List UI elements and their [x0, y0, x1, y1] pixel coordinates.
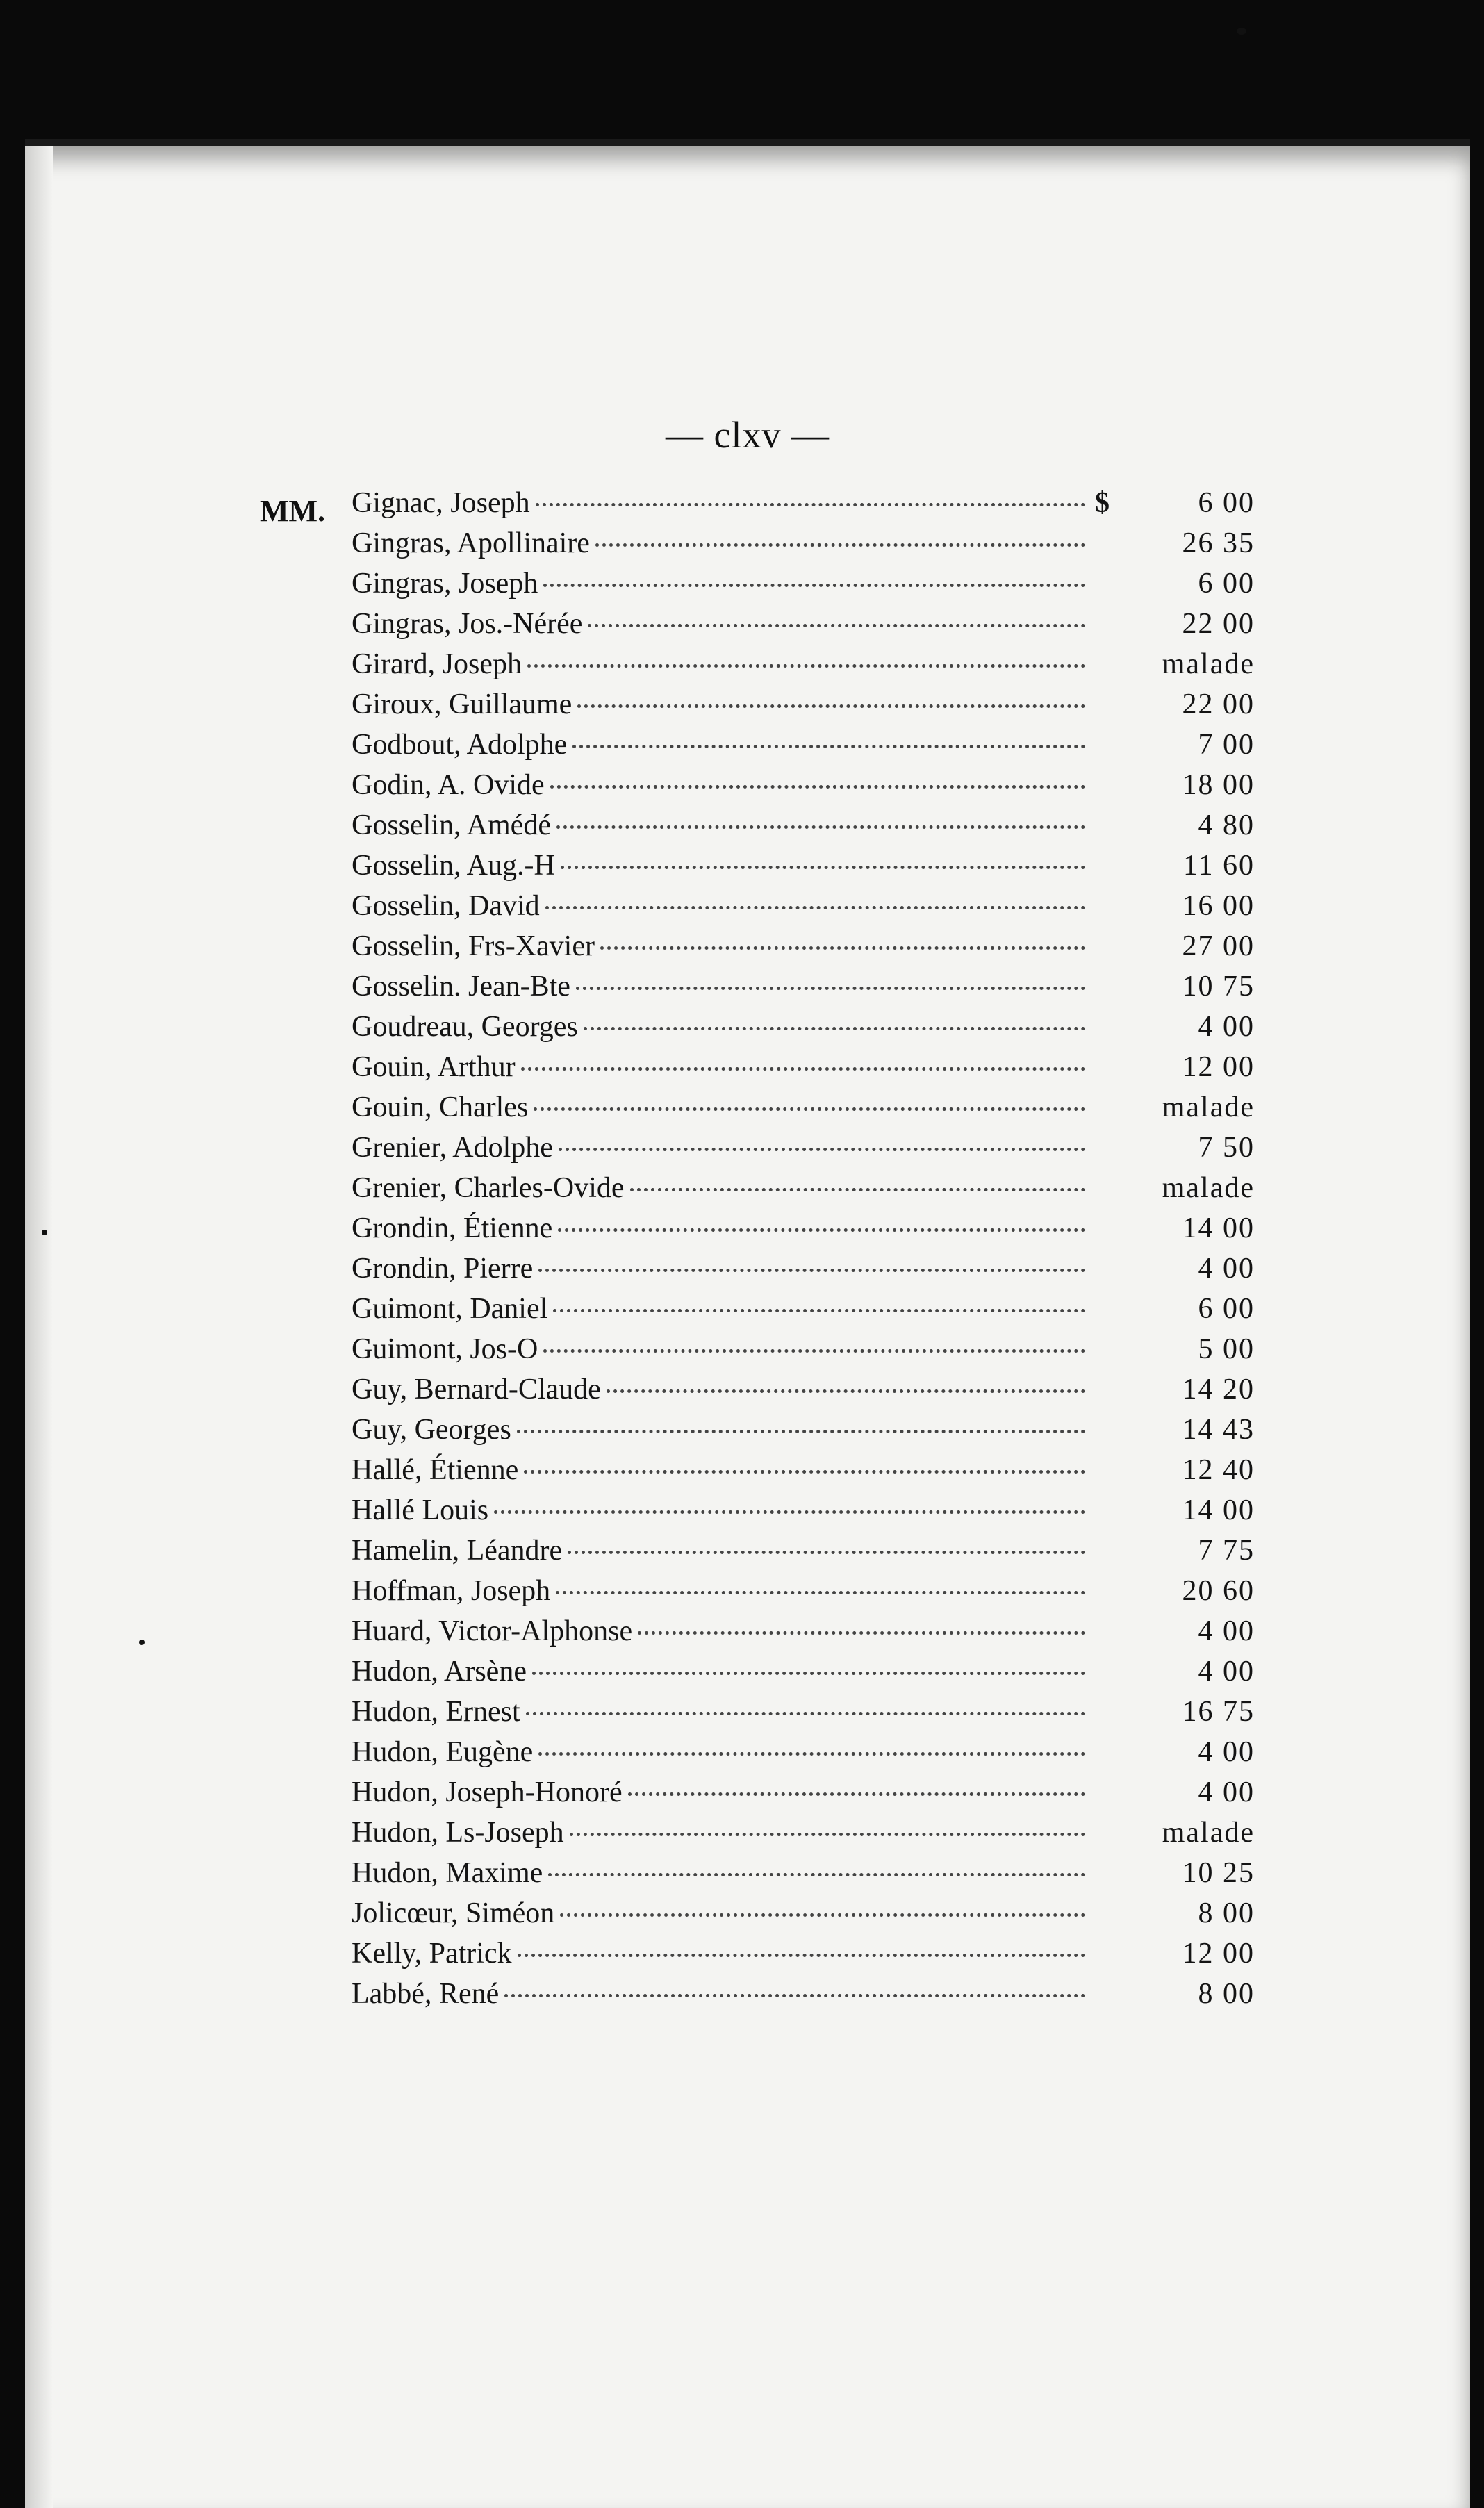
list-item	[352, 1977, 1255, 2018]
contributor-name: Gouin, Charles	[352, 1091, 529, 1123]
list-item	[352, 688, 1255, 728]
contribution-amount: 7 00	[1198, 729, 1255, 761]
contribution-amount: 12 40	[1182, 1454, 1255, 1486]
contributor-name: Hoffman, Joseph	[352, 1575, 551, 1607]
contribution-amount: 12 00	[1182, 1051, 1255, 1083]
list-item	[352, 1937, 1255, 1977]
contribution-amount: malade	[1162, 648, 1255, 680]
contribution-amount: 5 00	[1198, 1333, 1255, 1365]
dot-leader	[560, 1913, 1085, 1917]
dot-leader	[600, 946, 1085, 950]
list-item	[352, 527, 1255, 567]
list-item	[352, 849, 1255, 889]
list-item	[352, 1333, 1255, 1373]
list-item	[352, 1695, 1255, 1735]
contribution-amount: 14 43	[1182, 1414, 1255, 1446]
list-item	[352, 728, 1255, 768]
contributor-name: Gignac, Joseph	[352, 487, 530, 519]
contribution-amount: 27 00	[1182, 930, 1255, 962]
contributor-name: Labbé, René	[352, 1978, 500, 2010]
dot-leader	[543, 584, 1085, 587]
contribution-amount: 16 00	[1182, 890, 1255, 922]
contributor-name: Gouin, Arthur	[352, 1051, 516, 1083]
dot-leader	[588, 624, 1085, 627]
contributor-name: Gosselin. Jean-Bte	[352, 971, 570, 1003]
dot-leader	[577, 704, 1085, 708]
contribution-amount: 6 00	[1198, 1293, 1255, 1325]
contributor-name: Grenier, Adolphe	[352, 1132, 553, 1164]
dot-leader	[568, 1551, 1085, 1554]
dot-leader	[630, 1188, 1086, 1191]
list-item	[352, 1171, 1255, 1212]
contributor-name: Gingras, Jos.-Nérée	[352, 608, 583, 640]
contributor-name: Grenier, Charles-Ovide	[352, 1172, 625, 1204]
list-item	[352, 567, 1255, 607]
contributor-name: Gosselin, David	[352, 890, 540, 922]
page-number: — clxv —	[666, 414, 830, 456]
contribution-amount: 4 00	[1198, 1011, 1255, 1043]
contribution-amount: 12 00	[1182, 1938, 1255, 1970]
speck	[139, 1640, 145, 1645]
list-item	[352, 1534, 1255, 1574]
contribution-amount: 4 00	[1198, 1776, 1255, 1808]
contributor-name: Hudon, Ernest	[352, 1696, 520, 1728]
contributor-name: Huard, Victor-Alphonse	[352, 1615, 633, 1647]
dot-leader	[572, 745, 1085, 748]
contribution-amount: 8 00	[1198, 1978, 1255, 2010]
list-item	[352, 930, 1255, 970]
list-item	[352, 1131, 1255, 1171]
contribution-amount: 11 60	[1183, 850, 1255, 882]
contributor-name: Hamelin, Léandre	[352, 1535, 563, 1567]
page-edge	[25, 146, 53, 2508]
contribution-amount: 6 00	[1198, 568, 1255, 600]
list-item	[352, 1373, 1255, 1413]
list-item	[352, 1574, 1255, 1615]
list-item	[352, 1413, 1255, 1453]
dot-leader	[521, 1067, 1085, 1071]
contribution-amount: 4 00	[1198, 1736, 1255, 1768]
list-item	[352, 768, 1255, 809]
contribution-amount: 10 25	[1182, 1857, 1255, 1889]
contribution-amount: 10 75	[1182, 971, 1255, 1003]
contributor-name: Grondin, Étienne	[352, 1212, 553, 1244]
contribution-amount: 14 20	[1182, 1373, 1255, 1405]
dot-leader	[518, 1954, 1085, 1957]
speck	[1237, 28, 1246, 35]
contribution-amount: 8 00	[1198, 1897, 1255, 1929]
contributor-name: Godbout, Adolphe	[352, 729, 568, 761]
list-item	[352, 1655, 1255, 1695]
contributor-name: Girard, Joseph	[352, 648, 522, 680]
list-item	[352, 1453, 1255, 1494]
list-item	[352, 1816, 1255, 1856]
contributor-name: Jolicœur, Siméon	[352, 1897, 555, 1929]
contributor-name: Giroux, Guillaume	[352, 688, 572, 720]
dot-leader	[543, 1349, 1085, 1353]
contributor-name: Guy, Georges	[352, 1414, 511, 1446]
dot-leader	[550, 785, 1085, 789]
contribution-amount: 20 60	[1182, 1575, 1255, 1607]
dot-leader	[504, 1994, 1085, 1997]
contributor-name: Hudon, Arsène	[352, 1656, 527, 1688]
contribution-amount: 4 00	[1198, 1615, 1255, 1647]
contributor-name: Guimont, Daniel	[352, 1293, 548, 1325]
contributor-name: Guy, Bernard-Claude	[352, 1373, 601, 1405]
list-item	[352, 486, 1255, 527]
contributor-name: Gosselin, Aug.-H	[352, 850, 555, 882]
dot-leader	[548, 1873, 1085, 1876]
contributor-name: Hudon, Eugène	[352, 1736, 534, 1768]
dot-leader	[558, 1228, 1085, 1232]
contributor-name: Goudreau, Georges	[352, 1011, 578, 1043]
contribution-amount: 22 00	[1182, 688, 1255, 720]
list-item	[352, 1776, 1255, 1816]
list-item	[352, 1292, 1255, 1333]
dot-leader	[526, 1712, 1085, 1715]
list-item	[352, 1091, 1255, 1131]
dot-leader	[494, 1510, 1085, 1514]
list-item	[352, 809, 1255, 849]
contribution-amount: malade	[1162, 1091, 1255, 1123]
dot-leader	[553, 1309, 1085, 1312]
dot-leader	[556, 825, 1085, 829]
dot-leader	[561, 866, 1085, 869]
contribution-amount: 7 75	[1198, 1535, 1255, 1567]
list-item	[352, 1252, 1255, 1292]
contributor-name: Kelly, Patrick	[352, 1938, 512, 1970]
contribution-amount: 6 00	[1198, 487, 1255, 519]
dot-leader	[595, 543, 1085, 547]
contributor-name: Grondin, Pierre	[352, 1253, 534, 1285]
list-item	[352, 1010, 1255, 1050]
contributor-name: Hudon, Ls-Joseph	[352, 1817, 564, 1849]
contribution-amount: 4 00	[1198, 1253, 1255, 1285]
contribution-amount: 4 80	[1198, 809, 1255, 841]
dot-leader	[534, 1107, 1085, 1111]
list-item	[352, 1897, 1255, 1937]
list-item	[352, 607, 1255, 647]
dot-leader	[607, 1389, 1085, 1393]
contribution-amount: 14 00	[1182, 1212, 1255, 1244]
contributor-name: Gingras, Apollinaire	[352, 527, 590, 559]
list-item	[352, 889, 1255, 930]
contributor-name: Godin, A. Ovide	[352, 769, 545, 801]
dot-leader	[559, 1148, 1085, 1151]
list-item	[352, 1494, 1255, 1534]
honorific-prefix: MM.	[260, 494, 326, 528]
contributor-name: Gosselin, Frs-Xavier	[352, 930, 595, 962]
contribution-amount: 16 75	[1182, 1696, 1255, 1728]
dot-leader	[576, 987, 1085, 990]
dot-leader	[545, 906, 1085, 909]
dot-leader	[538, 1752, 1085, 1756]
dot-leader	[524, 1470, 1085, 1474]
contributor-name: Hudon, Joseph-Honoré	[352, 1776, 623, 1808]
contribution-amount: 18 00	[1182, 769, 1255, 801]
contribution-list	[352, 486, 1255, 2018]
list-item	[352, 1050, 1255, 1091]
list-item	[352, 1615, 1255, 1655]
contributor-name: Gingras, Joseph	[352, 568, 538, 600]
currency-symbol: $	[1095, 487, 1110, 519]
list-item	[352, 1856, 1255, 1897]
contributor-name: Gosselin, Amédé	[352, 809, 551, 841]
list-item	[352, 1212, 1255, 1252]
contribution-amount: malade	[1162, 1817, 1255, 1849]
dot-leader	[628, 1792, 1085, 1796]
contribution-amount: 14 00	[1182, 1494, 1255, 1526]
dot-leader	[584, 1027, 1085, 1030]
dot-leader	[570, 1833, 1085, 1836]
list-item	[352, 647, 1255, 688]
list-item	[352, 970, 1255, 1010]
contributor-name: Hallé, Étienne	[352, 1454, 519, 1486]
contributor-name: Hallé Louis	[352, 1494, 489, 1526]
dot-leader	[538, 1269, 1085, 1272]
contribution-amount: 7 50	[1198, 1132, 1255, 1164]
dot-leader	[517, 1430, 1085, 1433]
contributor-name: Hudon, Maxime	[352, 1857, 543, 1889]
contribution-amount: 26 35	[1182, 527, 1255, 559]
contributor-name: Guimont, Jos-O	[352, 1333, 538, 1365]
dot-leader	[527, 664, 1085, 668]
dot-leader	[536, 503, 1085, 506]
contribution-amount: 22 00	[1182, 608, 1255, 640]
contribution-amount: malade	[1162, 1172, 1255, 1204]
list-item	[352, 1735, 1255, 1776]
dot-leader	[532, 1672, 1085, 1675]
dot-leader	[556, 1591, 1085, 1594]
dot-leader	[638, 1631, 1085, 1635]
contribution-amount: 4 00	[1198, 1656, 1255, 1688]
page	[25, 139, 1470, 2508]
speck	[42, 1230, 47, 1235]
